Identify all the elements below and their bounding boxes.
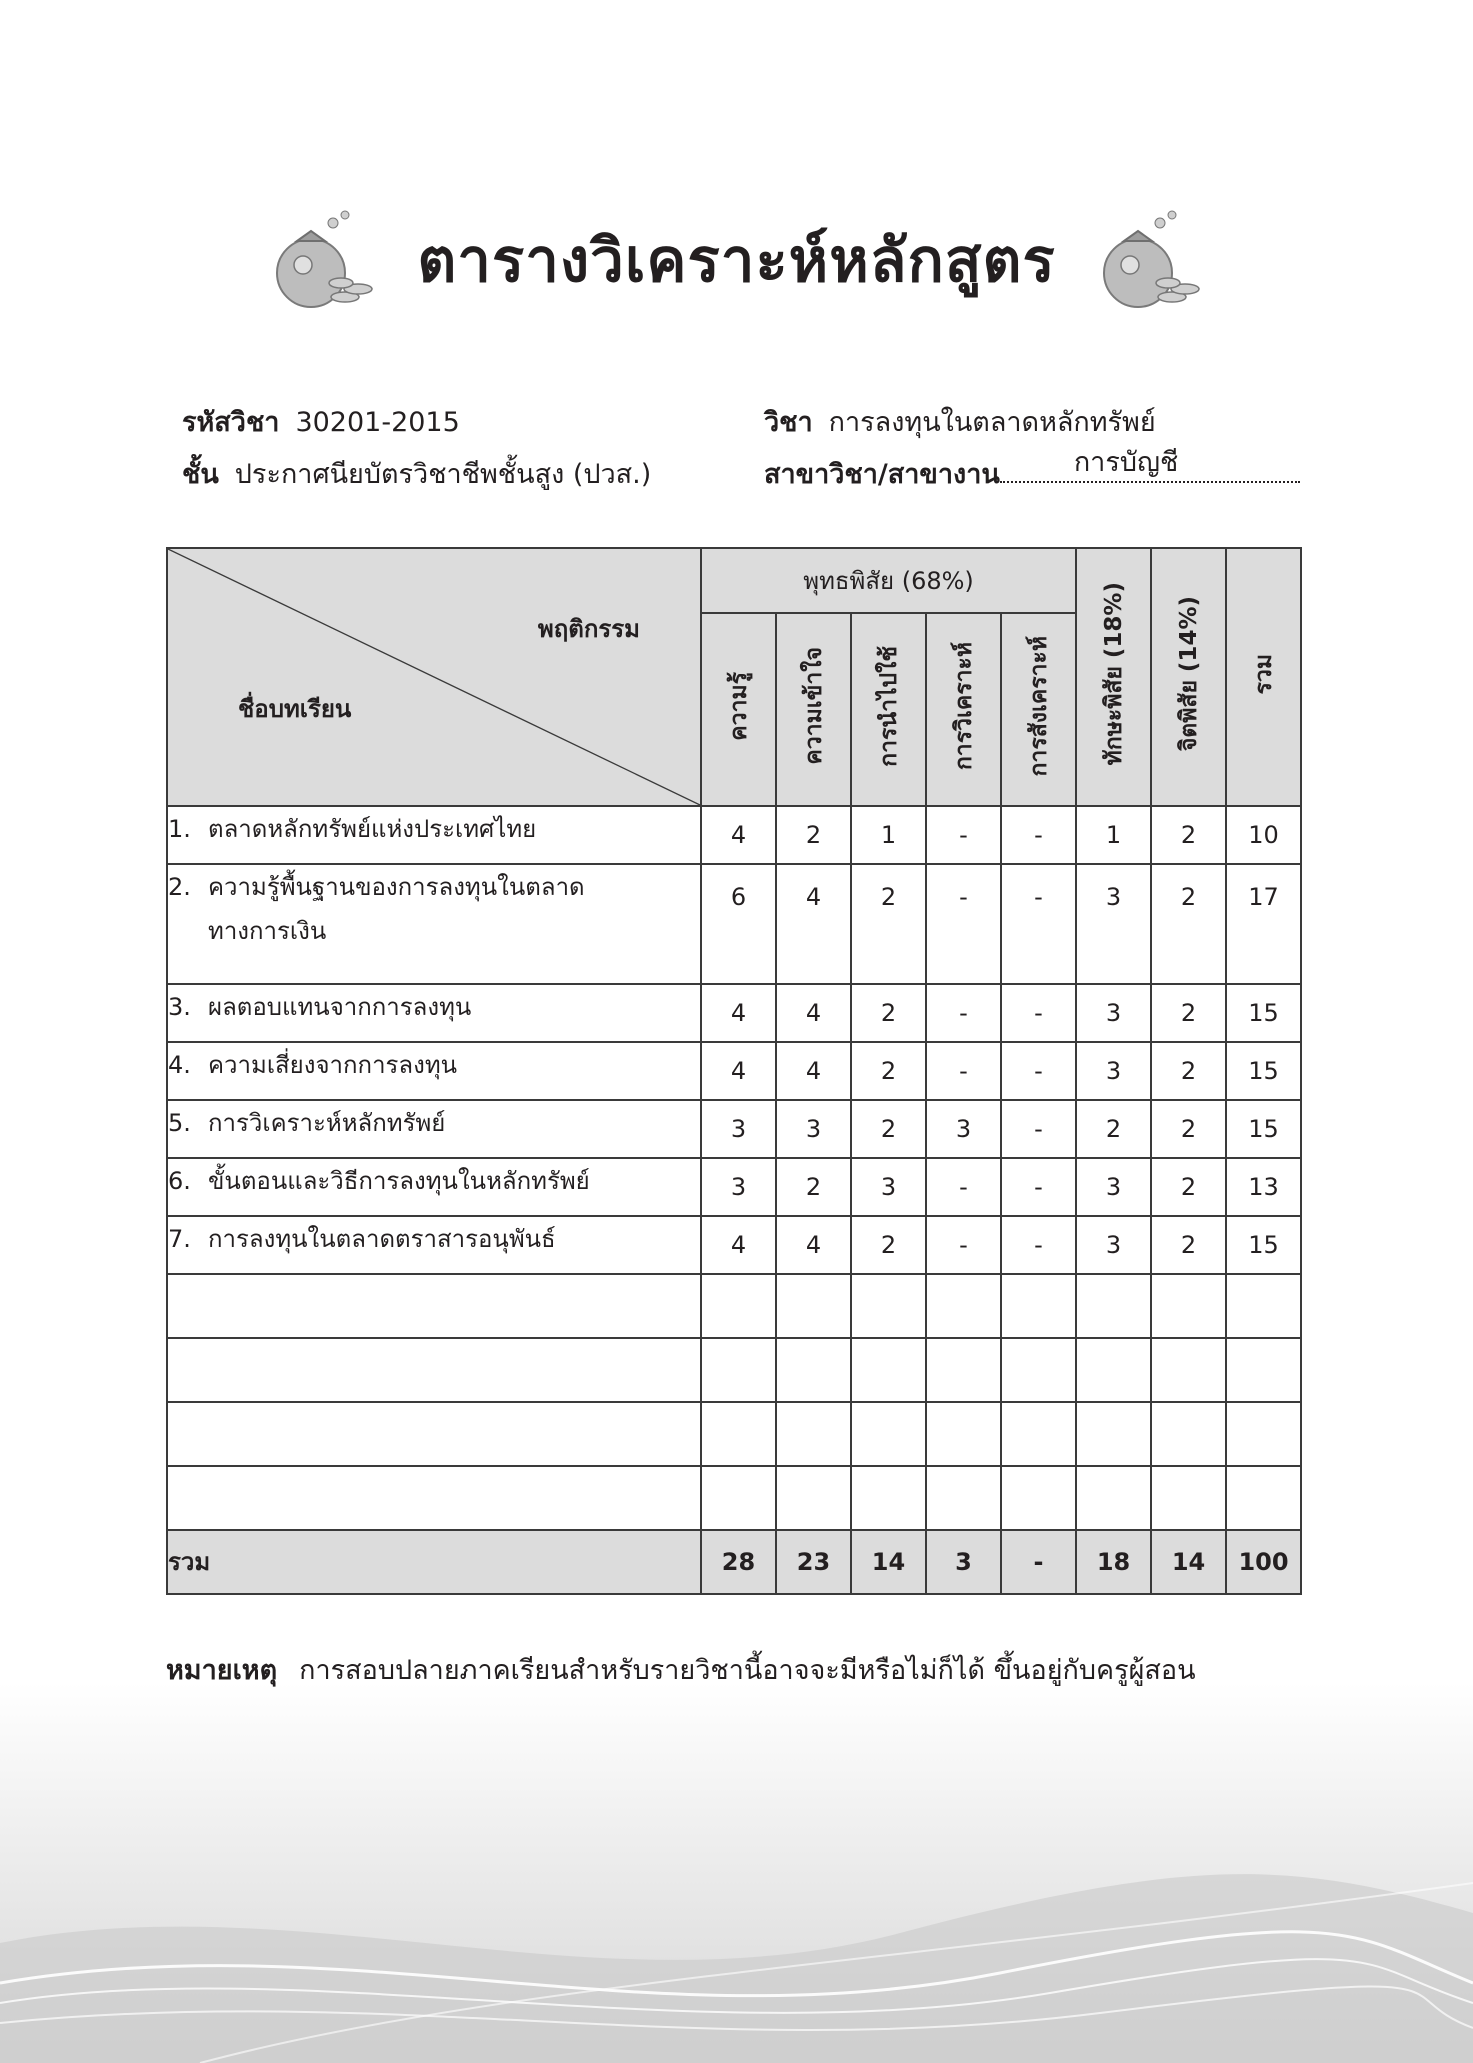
lesson-name: 7. การลงทุนในตลาดตราสารอนุพันธ์ [167,1216,701,1274]
course-level [182,452,651,495]
table-cell: 4 [701,806,776,864]
table-cell: 2 [1151,1216,1226,1274]
table-cell: 2 [851,984,926,1042]
summary-row [167,1530,1301,1594]
money-bag-icon [1090,205,1210,315]
table-cell: 2 [851,864,926,984]
table-cell: 4 [701,984,776,1042]
row-total: 15 [1226,1216,1301,1274]
table-cell: - [1001,1100,1076,1158]
table-cell: 4 [776,1042,851,1100]
lesson-name: 2. ความรู้พื้นฐานของการลงทุนในตลาด ทางการเงิน [167,864,701,984]
lesson-name: 3. ผลตอบแทนจากการลงทุน [167,984,701,1042]
table-cell: 4 [776,1216,851,1274]
table-cell: 2 [1151,1100,1226,1158]
summary-total: 100 [1226,1530,1301,1594]
table-cell: - [926,984,1001,1042]
footnote [166,1648,1196,1691]
header-affective: จิตพิสัย (14%) [1151,548,1226,806]
table-cell: 2 [1151,1158,1226,1216]
course-branch-label: สาขาวิชา/สาขางาน [764,459,1000,490]
summary-cell: 14 [1151,1530,1226,1594]
curriculum-analysis-table [166,547,1302,1595]
summary-label: รวม [167,1530,701,1594]
table-cell: - [926,806,1001,864]
table-cell: - [1001,864,1076,984]
table-cell: 3 [1076,1216,1151,1274]
table-cell: - [1001,1216,1076,1274]
table-row [167,806,1301,864]
table-cell: 1 [851,806,926,864]
summary-cell: 23 [776,1530,851,1594]
table-cell: 2 [851,1042,926,1100]
table-cell: 1 [1076,806,1151,864]
row-total: 15 [1226,1042,1301,1100]
table-cell: - [1001,1042,1076,1100]
table-cell: 3 [701,1100,776,1158]
table-cell: 3 [1076,1158,1151,1216]
course-level-value: ประกาศนียบัตรวิชาชีพชั้นสูง (ปวส.) [234,459,652,490]
table-row [167,1158,1301,1216]
row-total: 17 [1226,864,1301,984]
table-cell: 3 [926,1100,1001,1158]
summary-cell: 14 [851,1530,926,1594]
header-total: รวม [1226,548,1301,806]
empty-row [167,1274,1301,1338]
row-total: 13 [1226,1158,1301,1216]
course-code-label: รหัสวิชา [182,407,280,438]
lesson-name: 5. การวิเคราะห์หลักทรัพย์ [167,1100,701,1158]
background-wave-decoration [0,1683,1473,2063]
table-cell: 4 [776,984,851,1042]
table-cell: - [926,1042,1001,1100]
table-cell: 2 [1151,1042,1226,1100]
table-cell: - [1001,806,1076,864]
header-lesson-name: ชื่อบทเรียน [238,695,352,723]
header-psychomotor: ทักษะพิสัย (18%) [1076,548,1151,806]
summary-cell: 18 [1076,1530,1151,1594]
summary-cell: 28 [701,1530,776,1594]
table-cell: 3 [1076,1042,1151,1100]
empty-row [167,1338,1301,1402]
table-cell: 2 [851,1100,926,1158]
table-cell: 4 [776,864,851,984]
table-cell: 2 [1151,864,1226,984]
table-cell: 3 [851,1158,926,1216]
table-cell: 2 [1151,984,1226,1042]
summary-cell: 3 [926,1530,1001,1594]
table-row [167,1216,1301,1274]
course-level-label: ชั้น [182,459,219,490]
course-branch [764,447,1300,495]
course-branch-dotted-line [1000,447,1300,483]
lesson-name: 1. ตลาดหลักทรัพย์แห่งประเทศไทย [167,806,701,864]
header-analysis: การวิเคราะห์ [926,613,1001,807]
row-total: 15 [1226,1100,1301,1158]
table-header-row [167,548,1301,613]
course-branch-value: การบัญชี [1073,447,1179,478]
table-row [167,984,1301,1042]
diagonal-divider [168,549,700,805]
summary-cell: - [1001,1530,1076,1594]
money-bag-icon [263,205,383,315]
lesson-name: 6. ขั้นตอนและวิธีการลงทุนในหลักทรัพย์ [167,1158,701,1216]
diagonal-header-cell [167,548,701,806]
row-total: 15 [1226,984,1301,1042]
table-row [167,1042,1301,1100]
header-behavior: พฤติกรรม [537,615,640,643]
table-cell: - [1001,984,1076,1042]
footnote-label: หมายเหตุ [166,1655,278,1686]
table-cell: - [1001,1158,1076,1216]
table-cell: 2 [776,1158,851,1216]
table-cell: - [926,1216,1001,1274]
header-knowledge: ความรู้ [701,613,776,807]
course-code-value: 30201-2015 [295,407,460,438]
header-comprehension: ความเข้าใจ [776,613,851,807]
table-cell: 4 [701,1216,776,1274]
course-subject-value: การลงทุนในตลาดหลักทรัพย์ [828,407,1156,438]
header-synthesis: การสังเคราะห์ [1001,613,1076,807]
lesson-name: 4. ความเสี่ยงจากการลงทุน [167,1042,701,1100]
table-cell: - [926,864,1001,984]
header-cognitive-domain: พุทธพิสัย (68%) [701,548,1076,613]
table-cell: 2 [1076,1100,1151,1158]
table-cell: 2 [1151,806,1226,864]
page-header [0,200,1473,320]
table-cell: 4 [701,1042,776,1100]
row-total: 10 [1226,806,1301,864]
table-cell: 3 [701,1158,776,1216]
table-cell: 2 [851,1216,926,1274]
empty-row [167,1402,1301,1466]
empty-row [167,1466,1301,1530]
table-cell: - [926,1158,1001,1216]
table-cell: 2 [776,806,851,864]
course-code [182,400,460,443]
table-cell: 3 [776,1100,851,1158]
footnote-text: การสอบปลายภาคเรียนสำหรับรายวิชานี้อาจจะมีหรือไม่ก็ได้ ขึ้นอยู่กับครูผู้สอน [299,1655,1196,1686]
course-subject-label: วิชา [764,407,813,438]
table-cell: 3 [1076,984,1151,1042]
table-cell: 3 [1076,864,1151,984]
header-application: การนำไปใช้ [851,613,926,807]
table-row [167,864,1301,984]
table-row [167,1100,1301,1158]
page-title: ตารางวิเคราะห์หลักสูตร [417,225,1056,296]
table-cell: 6 [701,864,776,984]
course-subject [764,400,1156,443]
